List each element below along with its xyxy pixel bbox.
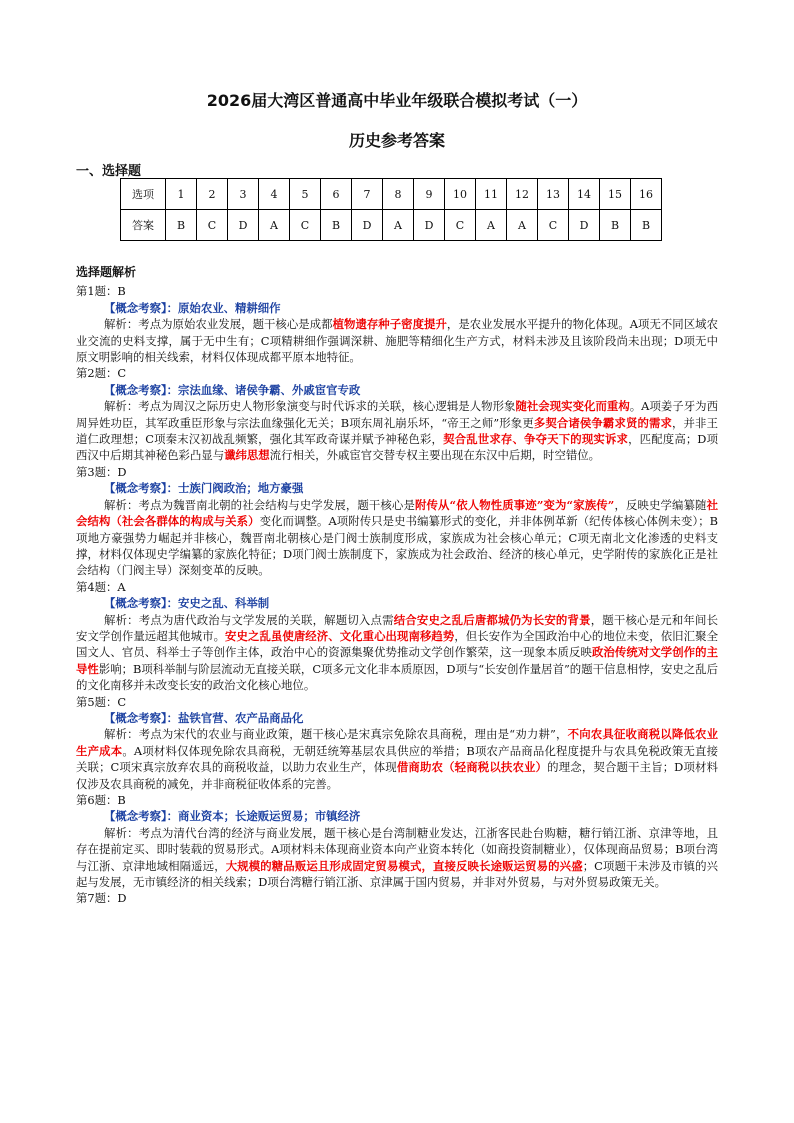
option-cell: 3	[228, 179, 259, 210]
q5-analysis: 解析：考点为宋代的农业与商业政策，题干核心是宋真宗免除农具商税，理由是“劝力耕”，不向农具征收商税以降低农业生产成本。A项材料仅体现免除农具商税，无朝廷统筹基层农具供应的举措；B项农产品商品化程度提升与农具免税政策无直接关联；C项宋真宗放弃农具的商税收益，以助力农业生产，体现借商助农（轻商税以扶农业）的理念，契合题干主旨；D项材料仅涉及农具商税的减免，并非商税征收体系的完善。	[76, 727, 718, 791]
answer-cell: C	[197, 210, 228, 241]
section-heading: 一、选择题	[76, 164, 142, 179]
q6-concept: 【概念考察】：商业资本；长途贩运贸易；市镇经济	[104, 809, 361, 824]
option-cell: 9	[414, 179, 445, 210]
answer-cell: D	[228, 210, 259, 241]
option-cell: 16	[631, 179, 662, 210]
option-cell: 11	[476, 179, 507, 210]
answer-row	[121, 210, 662, 241]
q2-number: 第2题：C	[76, 366, 127, 381]
q3-analysis: 解析：考点为魏晋南北朝的社会结构与史学发展，题干核心是附传从“依人物性质事迹”变为“家族传”，反映史学编纂随社会结构（社会各群体的构成与关系）变化而调整。A项附传只是史书编纂形式的变化，并非体例革新（纪传体核心体例未变）；B项地方豪强势力崛起并非核心，魏晋南北朝核心是门阀士族制度形成，家族成为社会核心单元；C项无南北文化渗透的史料支撑，材料仅体现史学编纂的家族化特征；D项门阀士族制度下，家族成为社会政治、经济的核心单元，史学附传的家族化正是社会结构（门阀主导）深刻变革的反映。	[76, 497, 718, 578]
q2-analysis: 解析：考点为周汉之际历史人物形象演变与时代诉求的关联，核心逻辑是人物形象随社会现实变化而重构。A项姜子牙为西周异姓功臣，其军政重臣形象与宗法血缘强化无关；B项东周礼崩乐坏，“帝王之师”形象更多契合诸侯争霸求贤的需求，并非王道仁政理想；C项秦末汉初战乱频繁，强化其军政奇谋并赋予神秘色彩，契合乱世求存、争夺天下的现实诉求，匹配度高；D项西汉中后期其神秘色彩凸显与谶纬思想流行相关，外戚宦官交替专权主要出现在东汉中后期，时空错位。	[76, 399, 718, 463]
answer-cell: C	[445, 210, 476, 241]
q4-number: 第4题：A	[76, 579, 126, 594]
option-row	[121, 179, 662, 210]
q3-number: 第3题：D	[76, 464, 127, 479]
option-cell: 14	[569, 179, 600, 210]
q1-concept: 【概念考察】：原始农业、精耕细作	[104, 300, 281, 315]
answer-cell: A	[476, 210, 507, 241]
answer-cell: C	[538, 210, 569, 241]
option-cell: 7	[352, 179, 383, 210]
option-cell: 1	[166, 179, 197, 210]
answer-cell: B	[166, 210, 197, 241]
q1-analysis: 解析：考点为原始农业发展，题干核心是成都植物遗存种子密度提升，是农业发展水平提升的物化体现。A项无不同区域农业交流的史料支撑，属于无中生有；C项精耕细作强调深耕、施肥等精细化生产方式，材料未涉及且该阶段尚未出现；D项无中原文明影响的相关线索，材料仅体现成都平原本地特征。	[76, 317, 718, 365]
answer-cell: A	[259, 210, 290, 241]
answer-cell: A	[507, 210, 538, 241]
q6-number: 第6题：B	[76, 793, 126, 807]
row-label-answers: 答案	[121, 210, 166, 241]
exam-title: 2026届大湾区普通高中毕业年级联合模拟考试（一）	[206, 91, 588, 110]
answer-cell: B	[631, 210, 662, 241]
q1-number: 第1题：B	[76, 284, 126, 299]
q4-analysis: 解析：考点为唐代政治与文学发展的关联，解题切入点需结合安史之乱后唐都城仍为长安的背景，题干核心是元和年间长安文学创作量远超其他城市。安史之乱虽使唐经济、文化重心出现南移趋势，但长安作为全国政治中心的地位未变，依旧汇聚全国文人、官员、科举士子等创作主体，政治中心的资源集聚优势推动文学创作繁荣，这一现象本质反映政治传统对文学创作的主导性影响；B项科举制与阶层流动无直接关联，C项多元文化非本质原因，D项与“长安创作量居首”的题干信息相悖，安史之乱后的文化南移并未改变长安的政治文化核心地位。	[76, 612, 718, 693]
answer-cell: B	[600, 210, 631, 241]
q7-number: 第7题：D	[76, 891, 127, 906]
option-cell: 5	[290, 179, 321, 210]
q3-concept: 【概念考察】：士族门阀政治；地方豪强	[104, 481, 304, 496]
q5-number: 第5题：C	[76, 694, 127, 709]
exam-subtitle: 历史参考答案	[348, 131, 445, 150]
answer-table	[120, 178, 662, 241]
option-cell: 2	[197, 179, 228, 210]
option-cell: 6	[321, 179, 352, 210]
answer-cell: A	[383, 210, 414, 241]
analysis-heading: 选择题解析	[76, 265, 137, 279]
option-cell: 10	[445, 179, 476, 210]
q4-concept: 【概念考察】：安史之乱、科举制	[104, 596, 270, 611]
row-label-options: 选项	[121, 179, 166, 210]
q5-concept: 【概念考察】：盐铁官营、农产品商品化	[104, 710, 304, 725]
analysis-content	[76, 264, 718, 907]
answer-cell: D	[414, 210, 445, 241]
answer-cell: D	[569, 210, 600, 241]
answer-cell: C	[290, 210, 321, 241]
q6-analysis: 解析：考点为清代台湾的经济与商业发展，题干核心是台湾制糖业发达，江浙客民赴台购糖，糖行销江浙、京津等地，且存在提前定买、即时装载的贸易形式。A项材料未体现商业资本向产业资本转化（如商投资制糖业），仅体现商品贸易；B项台湾与江浙、京津地域相隔遥远，大规模的糖品贩运且形成固定贸易模式，直接反映长途贩运贸易的兴盛；C项题干未涉及市镇的兴起与发展，无市镇经济的相关线索；D项台湾糖行销江浙、京津属于国内贸易，并非对外贸易，与对外贸易政策无关。	[76, 825, 718, 890]
answer-cell: D	[352, 210, 383, 241]
q2-concept: 【概念考察】：宗法血缘、诸侯争霸、外戚宦官专政	[104, 382, 361, 397]
option-cell: 13	[538, 179, 569, 210]
option-cell: 15	[600, 179, 631, 210]
answer-cell: B	[321, 210, 352, 241]
option-cell: 12	[507, 179, 538, 210]
option-cell: 8	[383, 179, 414, 210]
option-cell: 4	[259, 179, 290, 210]
